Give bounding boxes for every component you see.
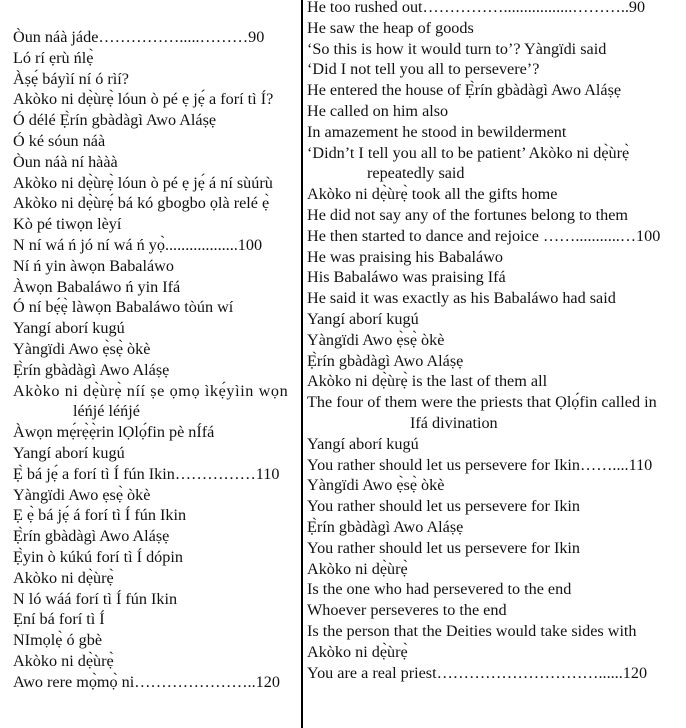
verse-line: Yàngïdi Awo ẹ̀sẹ̀ òkè <box>13 339 151 358</box>
verse-line: He entered the house of Ẹ̀rín gbàdàgì Awo Aláṣẹ <box>307 81 622 100</box>
verse-line: Ẹ ẹ̀ bá jẹ́ á forí tì Í fún Ikin <box>13 506 187 525</box>
verse-line: He called on him also <box>307 101 449 120</box>
verse-line: Ẹ̀rín gbàdàgì Awo Aláṣẹ <box>307 351 464 370</box>
verse-line: Akòko ni dẹ̀ùrẹ̀ níí ṣe ọmọ ìkẹ́yìin wọn <box>13 381 289 400</box>
verse-line: You rather should let us persevere for Ikin……....110 <box>307 455 653 474</box>
verse-line: Ẹ̀rín gbàdàgì Awo Aláṣẹ <box>307 517 464 536</box>
verse-line: N ní wá ń jó ní wá ń yọ̀..................100 <box>13 235 263 254</box>
verse-line: Yàngïdi Awo ẹsẹ̀ òkè <box>13 485 151 504</box>
verse-line: You are a real priest…………………………......120 <box>307 663 648 682</box>
verse-line: In amazement he stood in bewilderment <box>307 122 567 141</box>
verse-line: Akòko ni dẹ̀ùrẹ̀ lóun ò pé ẹ jẹ́ á ní sùúrù <box>13 173 273 192</box>
verse-line: Ó ní bẹ́ẹ̀ làwọn Babaláwo tòún wí <box>13 298 234 317</box>
verse-line: Yangí aborí kugú <box>13 443 125 462</box>
verse-line: Àwọn Babaláwo ń yin Ifá <box>13 277 181 296</box>
verse-line: The four of them were the priests that Ọlọ́fin called in <box>307 393 657 412</box>
yoruba-verse-column <box>13 27 300 693</box>
verse-line: Yàngïdi Awo ẹ̀sẹ̀ òkè <box>307 330 445 349</box>
verse-line-continuation: repeatedly said <box>367 164 465 183</box>
verse-line: Kò pé tiwọn lèyí <box>13 215 122 234</box>
verse-line: Akòko ni dẹ̀ùrẹ̀ <box>307 642 408 661</box>
verse-line: Akòko ni dẹ̀ùrẹ̀ <box>307 559 408 578</box>
verse-line: Ẹ̀ bá jẹ́ a forí tì Í fún Ikin……………110 <box>13 464 280 483</box>
verse-line: Yangí aborí kugú <box>307 309 419 328</box>
verse-line: He was praising his Babaláwo <box>307 247 504 266</box>
verse-line: His Babaláwo was praising Ifá <box>307 268 506 287</box>
verse-line: Is the one who had persevered to the end <box>307 580 572 599</box>
verse-line: He too rushed out…………….................………..90 <box>307 0 646 16</box>
verse-line: He said it was exactly as his Babaláwo had said <box>307 289 616 308</box>
column-divider <box>301 0 303 728</box>
verse-line: He then started to dance and rejoice ……...........…100 <box>307 226 661 245</box>
verse-line: Ẹ̀rín gbàdàgì Awo Aláṣẹ <box>13 527 170 546</box>
verse-line: Ní ń yin àwọn Babaláwo <box>13 256 174 275</box>
verse-line: Òun náà jáde…………….....………90 <box>13 28 265 46</box>
verse-line-continuation: Ifá divination <box>410 413 498 432</box>
verse-line: Ló rí ẹrù ńlẹ̀ <box>13 48 94 67</box>
verse-line: Yangí aborí kugú <box>307 434 419 453</box>
verse-line: ‘Did I not tell you all to persevere’? <box>307 60 540 79</box>
verse-line-continuation: léńjé léńjé <box>73 402 140 421</box>
verse-line: Àwọn mẹ́rẹ̀ẹ̀rin lỌlọ́fin pè nÍfá <box>13 423 215 442</box>
verse-line: Akòko ni dẹ̀ùrẹ̀ is the last of them all <box>307 372 548 391</box>
english-translation-column <box>307 0 679 683</box>
verse-line: He saw the heap of goods <box>307 18 474 37</box>
verse-line: Ó délé Ẹ̀rín gbàdàgì Awo Aláṣẹ <box>13 111 217 130</box>
verse-line: Ẹ̀rín gbàdàgì Awo Aláṣẹ <box>13 360 170 379</box>
verse-line: He did not say any of the fortunes belong to them <box>307 205 628 224</box>
verse-line: Akòko ni dẹ̀ùrẹ̀ <box>13 568 114 587</box>
verse-line: Akòko ni dẹ̀ùrẹ́ bá kó gbogbo ọlà relé ẹ̀ <box>13 194 270 213</box>
verse-line: Ẹ̀yin ò kúkú forí tì Í dópin <box>13 547 183 566</box>
verse-line: NImọlẹ̀ ó gbè <box>13 631 103 650</box>
verse-line: Akòko ni dẹ̀ùrẹ̀ <box>13 651 114 670</box>
verse-line: You rather should let us persevere for Ikin <box>307 538 581 557</box>
verse-line: Ó ké sóun náà <box>13 131 106 150</box>
verse-line: Òun náà ní hààà <box>13 152 118 171</box>
verse-line: Is the person that the Deities would take sides with <box>307 621 637 640</box>
verse-line: Àṣẹ́ báyìí ní ó rìí? <box>13 69 129 88</box>
verse-line: Ẹní bá forí tì Í <box>13 610 105 629</box>
verse-line: Awo rere mọ̀mọ̀ ni…………………..120 <box>13 672 280 691</box>
verse-line: N ló wáá forí tì Í fún Ikin <box>13 589 178 608</box>
verse-line: Akòko ni dẹ̀ùrẹ̀ lóun ò pé ẹ jẹ́ a forí tì Í? <box>13 90 274 109</box>
verse-line: Whoever perseveres to the end <box>307 601 507 620</box>
verse-line: You rather should let us persevere for Ikin <box>307 497 581 516</box>
verse-line: Akòko ni dẹ̀ùrẹ̀ took all the gifts home <box>307 185 558 204</box>
verse-line: ‘So this is how it would turn to’? Yàngïdi said <box>307 39 607 58</box>
verse-line: ‘Didn’t I tell you all to be patient’ Akòko ni dẹ̀ùrẹ̀ <box>307 143 630 162</box>
verse-line: Yàngïdi Awo ẹ̀sẹ̀ òkè <box>307 476 445 495</box>
verse-line: Yangí aborí kugú <box>13 319 125 338</box>
